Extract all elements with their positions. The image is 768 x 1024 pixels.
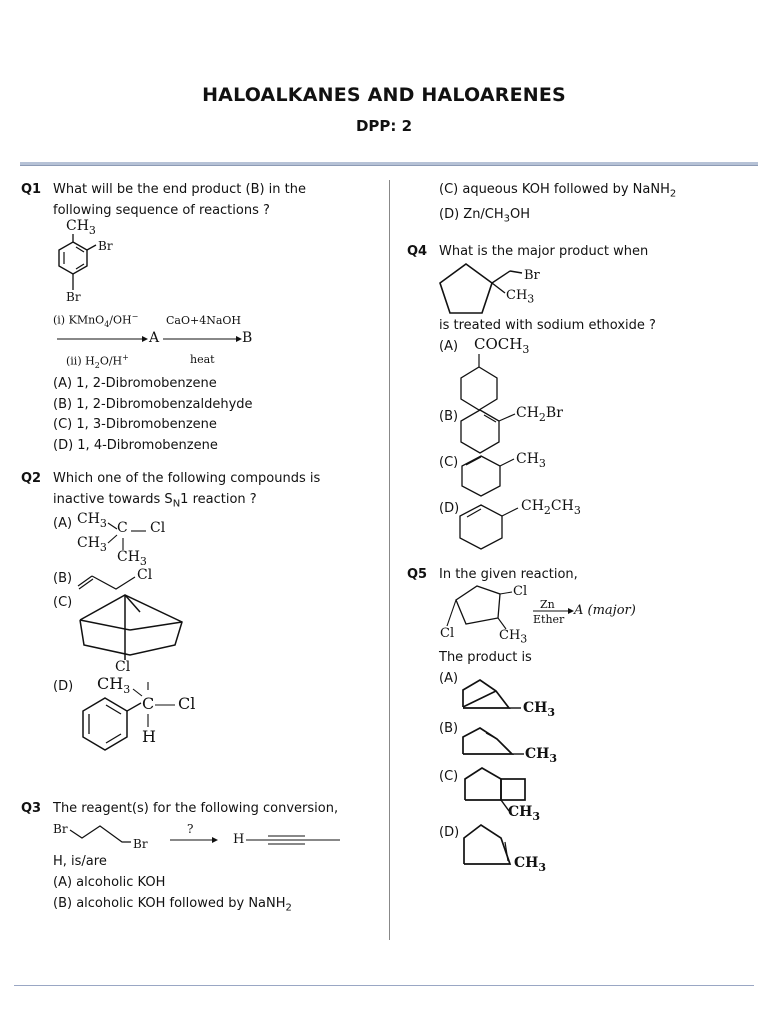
q2-a-ch3-2: $CH_3$ [77,535,107,554]
q2-a-ch3-3: $CH_3$ [117,549,147,568]
q1-reagent-3: CaO+4NaOH [166,314,242,327]
q3-br-label-1: Br [53,822,68,836]
q4-br-label: Br [524,268,540,283]
q2-d-ch3: $CH_3$ [97,674,131,697]
q2-text-line2: inactive towards $S_N1$ reaction ? [53,492,257,510]
q1-reagent-1: (i) KMnO$_4$/OH− [53,312,139,329]
q3-question-mark: ? [187,822,194,836]
q4-option-c-label[interactable]: (C) [439,455,459,470]
q5-ether-label: Ether [533,613,565,626]
q1-ch3-label: $CH_3$ [66,218,96,237]
q2-option-d-label[interactable]: (D) [53,679,74,694]
q5-option-c-label[interactable]: (C) [439,769,459,784]
q5-number: Q5 [407,567,428,582]
q5-text-line1: In the given reaction, [439,567,578,582]
page-subtitle: DPP: 2 [355,117,413,135]
q2-c-cl: Cl [115,659,131,675]
q4-a-coch3: $COCH_3$ [474,335,530,356]
q2-d-cl: Cl [178,694,196,713]
q3-number: Q3 [21,801,42,816]
q4-option-b-label[interactable]: (B) [439,409,459,424]
q5-cl-label-1: Cl [513,584,528,599]
q4-d-ch2ch3: $CH_2CH_3$ [521,498,581,517]
q2-option-b-label[interactable]: (B) [53,571,73,586]
q3-text-line1: The reagent(s) for the following conversion, [53,801,339,816]
q1-reagent-2: (ii) $H_2O/H^+$ [66,353,129,370]
q2-b-cl: Cl [137,567,153,583]
q5-option-d-label[interactable]: (D) [439,825,460,840]
q2-number: Q2 [21,471,42,486]
q1-number: Q1 [21,182,42,197]
q4-option-a-label[interactable]: (A) [439,339,459,354]
q5-d-ch3: $CH_3$ [514,855,547,874]
q1-br-label-2: Br [66,290,81,304]
q1-text-line1: What will be the end product (B) in the [53,182,307,197]
q2-d-c: C [142,694,155,713]
q1-text-line2: following sequence of reactions ? [53,203,270,218]
q2-a-c: C [117,520,128,536]
q3-h-label: H [233,832,245,847]
q5-zn-label: Zn [540,598,555,611]
q2-option-a-label[interactable]: (A) [53,516,73,531]
q3-option-b[interactable]: (B) alcoholic KOH followed by NaNH$_2$ [53,896,292,914]
q2-text-line1: Which one of the following compounds is [53,471,321,486]
q1-option-d[interactable]: (D) 1, 4-Dibromobenzene [53,438,218,453]
q4-text-line1: What is the major product when [439,244,649,259]
q2-a-ch3-1: $CH_3$ [77,511,107,530]
q5-product-label: A (major) [574,603,636,618]
q1-br-label-1: Br [98,239,113,253]
q1-product-a: A [149,330,160,346]
q3-br-label-2: Br [133,837,148,851]
q5-text-line2: The product is [439,650,532,665]
q3-option-d[interactable]: (D) $Zn/CH_3OH$ [439,207,531,225]
q5-b-ch3: $CH_3$ [525,746,558,765]
q5-option-a-label[interactable]: (A) [439,671,459,686]
q1-option-c[interactable]: (C) 1, 3-Dibromobenzene [53,417,217,432]
q1-option-b[interactable]: (B) 1, 2-Dibromobenzaldehyde [53,397,253,412]
q5-a-ch3: $CH_3$ [523,700,556,719]
q5-ch3-label: $CH_3$ [499,628,528,646]
q2-option-c-label[interactable]: (C) [53,595,73,610]
q5-option-b-label[interactable]: (B) [439,721,459,736]
q4-ch3-label: $CH_3$ [506,288,535,306]
q4-text-line2: is treated with sodium ethoxide ? [439,318,656,333]
q3-option-a[interactable]: (A) alcoholic KOH [53,875,166,890]
q2-d-h: H [142,727,156,746]
q4-option-d-label[interactable]: (D) [439,501,460,516]
q5-cl-label-2: Cl [440,626,455,641]
q1-heat-label: heat [190,353,215,366]
q3-option-c[interactable]: (C) aqueous KOH followed by NaNH$_2$ [439,182,677,200]
q2-a-cl: Cl [150,520,166,536]
q4-b-ch2br: $CH_2Br$ [516,405,563,424]
q1-product-b: B [242,330,253,346]
q5-c-ch3: $CH_3$ [508,804,541,823]
q4-number: Q4 [407,244,428,259]
q3-text-line2: H, is/are [53,854,107,869]
q1-option-a[interactable]: (A) 1, 2-Dibromobenzene [53,376,217,391]
q4-c-ch3: $CH_3$ [516,451,546,470]
page-title: HALOALKANES AND HALOARENES [202,84,566,106]
